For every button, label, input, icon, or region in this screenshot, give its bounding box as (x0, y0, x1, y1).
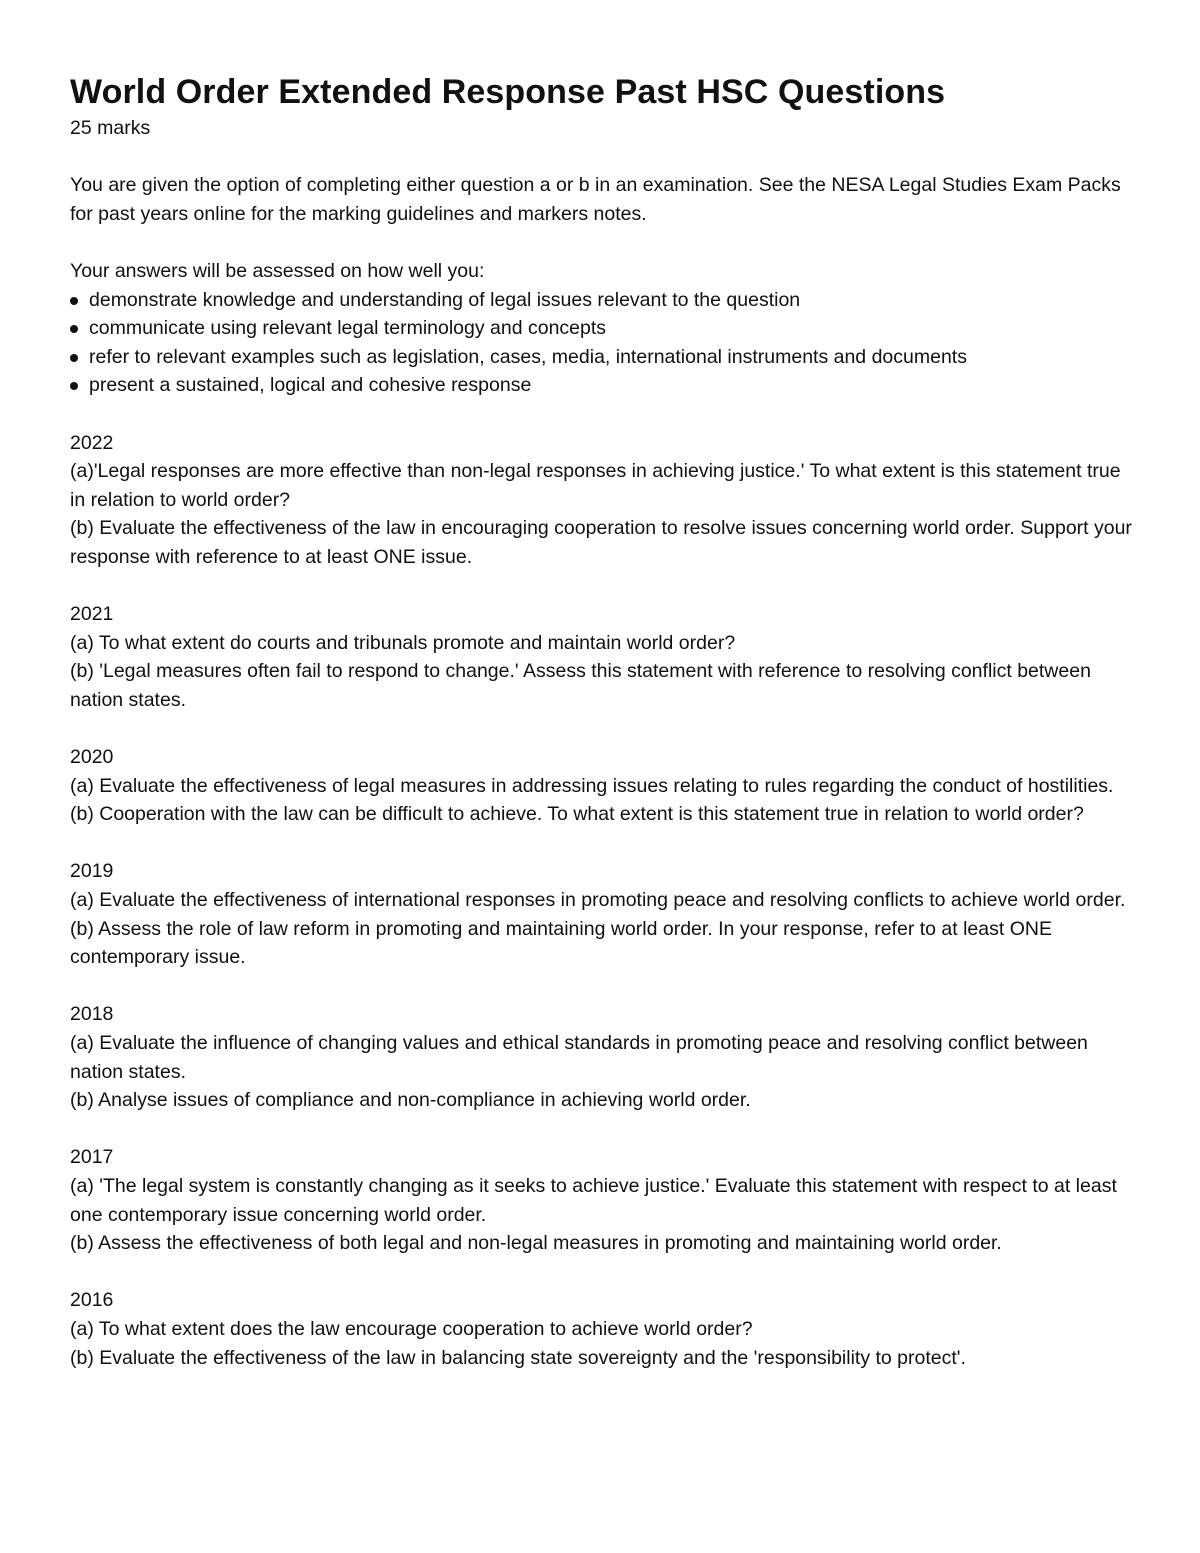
year-heading: 2017 (70, 1146, 114, 1169)
bullet-icon (70, 354, 78, 362)
question-a: (a) 'The legal system is constantly changing as it seeks to achieve justice.' Evaluate this statement with respect to at least one contemporary issue concerning world order. (70, 1174, 1117, 1226)
question-a: (a) To what extent does the law encourage cooperation to achieve world order? (70, 1317, 753, 1340)
question-a: (a)'Legal responses are more effective than non-legal responses in achieving justice.' To what extent is this statement true in relation to world order? (70, 460, 1121, 511)
year-heading: 2018 (70, 1003, 114, 1026)
year-section-2021 (70, 600, 1140, 714)
year-heading: 2020 (70, 746, 114, 769)
criteria-item (70, 286, 1140, 315)
year-heading: 2021 (70, 603, 114, 626)
criteria-item (70, 371, 1140, 400)
question-b: (b) Cooperation with the law can be difficult to achieve. To what extent is this statement true in relation to world order? (70, 803, 1084, 826)
question-a: (a) Evaluate the effectiveness of legal measures in addressing issues relating to rules regarding the conduct of hostilities. (70, 774, 1114, 797)
criteria-text: present a sustained, logical and cohesive response (89, 374, 532, 397)
marks-label: 25 marks (70, 117, 151, 139)
year-heading: 2016 (70, 1289, 114, 1312)
question-b: (b) Analyse issues of compliance and non-compliance in achieving world order. (70, 1089, 751, 1112)
year-heading: 2022 (70, 431, 114, 454)
year-section-2016 (70, 1286, 1140, 1372)
question-b: (b) 'Legal measures often fail to respond to change.' Assess this statement with reference to resolving conflict between nation states. (70, 660, 1091, 711)
bullet-icon (70, 297, 78, 305)
criteria-item (70, 343, 1140, 372)
criteria-text: communicate using relevant legal terminology and concepts (89, 317, 607, 340)
criteria-list (70, 286, 1140, 400)
document-title: World Order Extended Response Past HSC Questions (70, 73, 946, 111)
question-b: (b) Assess the role of law reform in promoting and maintaining world order. In your response, refer to at least ONE contemporary issue. (70, 917, 1052, 969)
question-a: (a) To what extent do courts and tribunals promote and maintain world order? (70, 631, 736, 654)
document-page (70, 70, 1140, 1401)
question-b: (b) Evaluate the effectiveness of the law in encouraging cooperation to resolve issues concerning world order. Support your response with reference to at least ONE issue. (70, 517, 1132, 568)
question-b: (b) Evaluate the effectiveness of the law in balancing state sovereignty and the 'responsibility to protect'. (70, 1346, 966, 1369)
question-a: (a) Evaluate the effectiveness of international responses in promoting peace and resolving conflicts to achieve world order. (70, 889, 1126, 912)
criteria-item (70, 314, 1140, 343)
year-section-2022 (70, 429, 1140, 572)
intro-paragraph: You are given the option of completing either question a or b in an examination. See the NESA Legal Studies Exam Packs for past years online for the marking guidelines and markers notes. (70, 174, 1121, 225)
year-heading: 2019 (70, 860, 114, 883)
question-a: (a) Evaluate the influence of changing values and ethical standards in promoting peace and resolving conflict between nation states. (70, 1032, 1088, 1083)
year-section-2019 (70, 857, 1140, 971)
criteria-text: demonstrate knowledge and understanding of legal issues relevant to the question (89, 288, 801, 311)
criteria-heading: Your answers will be assessed on how well you: (70, 259, 485, 282)
question-b: (b) Assess the effectiveness of both legal and non-legal measures in promoting and maintaining world order. (70, 1232, 1002, 1255)
bullet-icon (70, 325, 78, 333)
year-section-2018 (70, 1000, 1140, 1114)
criteria-text: refer to relevant examples such as legislation, cases, media, international instruments and documents (89, 345, 967, 368)
assessment-criteria (70, 257, 1140, 400)
bullet-icon (70, 382, 78, 390)
year-section-2017 (70, 1143, 1140, 1257)
year-section-2020 (70, 743, 1140, 829)
